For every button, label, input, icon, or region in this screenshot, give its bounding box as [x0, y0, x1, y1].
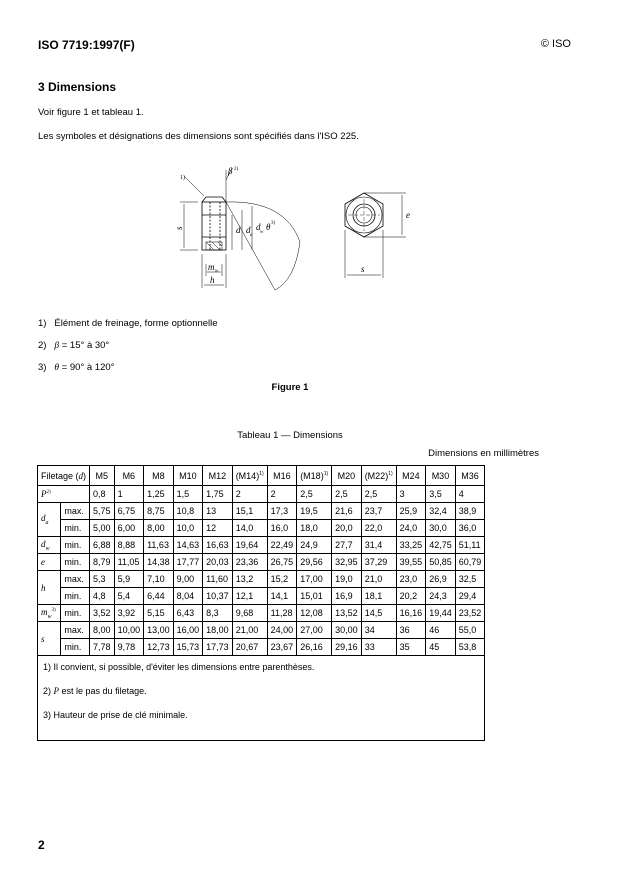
table-cell: 51,11 [455, 537, 485, 554]
table-cell: 1,25 [144, 486, 174, 503]
figure-label: w [215, 269, 219, 274]
table-cell: 11,63 [144, 537, 174, 554]
table-cell: 21,00 [232, 622, 267, 639]
table-cell: 16,0 [267, 520, 297, 537]
figure-label: s [361, 264, 365, 274]
table-cell: 12,1 [232, 588, 267, 605]
header-thread-cell: Filetage (d) [38, 466, 90, 486]
table-cell: 22,49 [267, 537, 297, 554]
table-cell: 1,5 [173, 486, 203, 503]
figure-label: 2) [234, 167, 239, 172]
table-cell: 36,0 [455, 520, 485, 537]
column-header: M5 [90, 466, 115, 486]
table-cell: 35 [396, 639, 426, 656]
table-cell: 24,0 [396, 520, 426, 537]
table-cell: 8,88 [114, 537, 144, 554]
figure-label: a [250, 233, 253, 238]
table-cell: 10,37 [203, 588, 233, 605]
table-cell: 5,75 [90, 503, 115, 520]
table-cell: 32,95 [332, 554, 362, 571]
table-cell: 7,78 [90, 639, 115, 656]
table-cell: 8,00 [90, 622, 115, 639]
table-cell: 37,29 [361, 554, 396, 571]
row-symbol: $P^{2)}$ [38, 486, 90, 503]
table-cell: 8,3 [203, 605, 233, 622]
figure-note: 1) Élément de freinage, forme optionnelle [38, 318, 218, 329]
table-row [38, 554, 485, 571]
copyright: © ISO [540, 38, 571, 50]
table-cell: 3,52 [90, 605, 115, 622]
row-qualifier: min. [61, 537, 90, 554]
table-cell: 18,00 [203, 622, 233, 639]
table-cell: 22,0 [361, 520, 396, 537]
table-cell: 3,92 [114, 605, 144, 622]
table-cell: 27,7 [332, 537, 362, 554]
table-row [38, 605, 485, 622]
table-cell: 14,5 [361, 605, 396, 622]
table-cell: 45 [426, 639, 456, 656]
table-cell: 2,5 [297, 486, 332, 503]
paragraph: Les symboles et désignations des dimensions sont spécifiés dans l'ISO 225. [38, 131, 359, 142]
column-header: M24 [396, 466, 426, 486]
column-header: M20 [332, 466, 362, 486]
section-title: 3 Dimensions [38, 80, 117, 94]
column-header: $(M22)^{1)}$ [361, 466, 396, 486]
figure-label: 1) [180, 175, 185, 181]
table-cell: 8,00 [144, 520, 174, 537]
table-cell: 10,8 [173, 503, 203, 520]
document-id: ISO 7719:1997(F) [38, 38, 135, 52]
figure-label: β [228, 166, 233, 176]
table-cell: 2,5 [361, 486, 396, 503]
table-cell: 23,52 [455, 605, 485, 622]
table-footnote: 1) Il convient, si possible, d'éviter les dimensions entre parenthèses. [43, 662, 315, 672]
figure-label: θ [266, 222, 271, 232]
table-row [38, 639, 485, 656]
table-cell: 29,4 [455, 588, 485, 605]
table-cell: 26,16 [297, 639, 332, 656]
table-cell: 17,3 [267, 503, 297, 520]
table-footnote: 3) Hauteur de prise de clé minimale. [43, 710, 188, 720]
table-cell: 14,1 [267, 588, 297, 605]
row-qualifier: min. [61, 639, 90, 656]
table-cell: 6,43 [173, 605, 203, 622]
table-cell: 13,52 [332, 605, 362, 622]
table-cell: 25,9 [396, 503, 426, 520]
table-cell: 21,0 [361, 571, 396, 588]
figure-label: m [208, 262, 215, 272]
table-cell: 17,73 [203, 639, 233, 656]
table-cell: 17,00 [297, 571, 332, 588]
table-cell: 26,75 [267, 554, 297, 571]
paragraph: Voir figure 1 et tableau 1. [38, 107, 144, 118]
table-cell: 20,67 [232, 639, 267, 656]
table-cell: 42,75 [426, 537, 456, 554]
row-symbol: $d_a$ [38, 503, 61, 537]
table-cell: 32,5 [455, 571, 485, 588]
table-footnote: 2) P est le pas du filetage. [43, 686, 147, 696]
table-cell: 12,73 [144, 639, 174, 656]
table-cell: 20,0 [332, 520, 362, 537]
dimensions-table [37, 465, 485, 741]
row-qualifier: min. [61, 605, 90, 622]
table-cell: 23,7 [361, 503, 396, 520]
table-cell: 13 [203, 503, 233, 520]
column-header: M12 [203, 466, 233, 486]
table-caption: Tableau 1 — Dimensions [237, 430, 343, 441]
table-footnotes [38, 656, 485, 741]
table-cell: 13,00 [144, 622, 174, 639]
table-cell: 14,0 [232, 520, 267, 537]
table-cell: 60,79 [455, 554, 485, 571]
table-cell: 21,6 [332, 503, 362, 520]
table-row [38, 520, 485, 537]
row-qualifier: max. [61, 503, 90, 520]
table-cell: 16,63 [203, 537, 233, 554]
table-cell: 4 [455, 486, 485, 503]
table-cell: 15,1 [232, 503, 267, 520]
column-header: $(M14)^{1)}$ [232, 466, 267, 486]
table-cell: 33 [361, 639, 396, 656]
table-cell: 34 [361, 622, 396, 639]
row-qualifier: min. [61, 588, 90, 605]
table-cell: 15,2 [267, 571, 297, 588]
table-cell: 29,56 [297, 554, 332, 571]
table-cell: 24,9 [297, 537, 332, 554]
table-cell: 18,0 [297, 520, 332, 537]
table-cell: 8,79 [90, 554, 115, 571]
table-cell: 1 [114, 486, 144, 503]
table-cell: 4,8 [90, 588, 115, 605]
table-cell: 19,64 [232, 537, 267, 554]
table-cell: 9,78 [114, 639, 144, 656]
table-row [38, 537, 485, 554]
table-cell: 5,15 [144, 605, 174, 622]
row-symbol: h [38, 571, 61, 605]
table-cell: 6,88 [90, 537, 115, 554]
table-cell: 32,4 [426, 503, 456, 520]
page-number: 2 [38, 838, 45, 852]
table-cell: 15,73 [173, 639, 203, 656]
table-cell: 55,0 [455, 622, 485, 639]
table-cell: 16,16 [396, 605, 426, 622]
table-cell: 19,5 [297, 503, 332, 520]
table-cell: 6,75 [114, 503, 144, 520]
column-header: M6 [114, 466, 144, 486]
table-cell: 20,03 [203, 554, 233, 571]
table-cell: 30,00 [332, 622, 362, 639]
table-cell: 7,10 [144, 571, 174, 588]
table-units: Dimensions en millimètres [428, 448, 539, 459]
column-header: $(M18)^{1)}$ [297, 466, 332, 486]
table-cell: 9,68 [232, 605, 267, 622]
table-cell: 53,8 [455, 639, 485, 656]
column-header: M36 [455, 466, 485, 486]
table-cell: 11,05 [114, 554, 144, 571]
table-cell: 12 [203, 520, 233, 537]
table-cell: 5,3 [90, 571, 115, 588]
column-header: M30 [426, 466, 456, 486]
table-cell: 14,63 [173, 537, 203, 554]
column-header: M16 [267, 466, 297, 486]
table-cell: 5,00 [90, 520, 115, 537]
table-cell: 6,00 [114, 520, 144, 537]
table-cell: 12,08 [297, 605, 332, 622]
table-cell: 36 [396, 622, 426, 639]
table-cell: 20,2 [396, 588, 426, 605]
table-cell: 8,75 [144, 503, 174, 520]
table-cell: 24,00 [267, 622, 297, 639]
row-qualifier: max. [61, 622, 90, 639]
table-cell: 14,38 [144, 554, 174, 571]
table-cell: 6,44 [144, 588, 174, 605]
table-row [38, 588, 485, 605]
table-cell: 19,0 [332, 571, 362, 588]
table-cell: 3 [396, 486, 426, 503]
table-cell: 23,36 [232, 554, 267, 571]
locking-collar [202, 197, 226, 202]
table-cell: 23,67 [267, 639, 297, 656]
table-cell: 50,85 [426, 554, 456, 571]
figure-label: w [260, 230, 264, 235]
table-cell: 26,9 [426, 571, 456, 588]
table-cell: 39,55 [396, 554, 426, 571]
table-cell: 11,28 [267, 605, 297, 622]
table-cell: 2 [267, 486, 297, 503]
table-cell: 30,0 [426, 520, 456, 537]
table-cell: 9,00 [173, 571, 203, 588]
table-row [38, 622, 485, 639]
column-header: M10 [173, 466, 203, 486]
table-cell: 1,75 [203, 486, 233, 503]
figure-note: 2) β = 15° à 30° [38, 340, 110, 351]
table-cell: 29,16 [332, 639, 362, 656]
figure-caption: Figure 1 [271, 382, 309, 393]
table-cell: 5,9 [114, 571, 144, 588]
row-qualifier: max. [61, 571, 90, 588]
table-cell: 17,77 [173, 554, 203, 571]
table-cell: 23,0 [396, 571, 426, 588]
table-cell: 31,4 [361, 537, 396, 554]
figure-label: 3) [271, 221, 276, 226]
row-symbol: e [38, 554, 61, 571]
table-cell: 24,3 [426, 588, 456, 605]
table-row [38, 503, 485, 520]
row-symbol: $m_w^{3)}$ [38, 605, 61, 622]
row-qualifier: min. [61, 520, 90, 537]
table-cell: 16,9 [332, 588, 362, 605]
nut-drawing [170, 160, 420, 300]
table-cell: 8,04 [173, 588, 203, 605]
figure-label: d [246, 225, 251, 235]
table-cell: 13,2 [232, 571, 267, 588]
table-cell: 33,25 [396, 537, 426, 554]
row-symbol: $d_w$ [38, 537, 61, 554]
table-cell: 10,00 [114, 622, 144, 639]
figure-label: d [256, 222, 261, 232]
table-row [38, 486, 485, 503]
table-cell: 15,01 [297, 588, 332, 605]
table-cell: 19,44 [426, 605, 456, 622]
table-cell: 27,00 [297, 622, 332, 639]
table-cell: 10,0 [173, 520, 203, 537]
table-cell: 3,5 [426, 486, 456, 503]
table-cell: 2 [232, 486, 267, 503]
figure-label: h [210, 275, 215, 285]
figure-note: 3) θ = 90° à 120° [38, 362, 115, 373]
table-cell: 0,8 [90, 486, 115, 503]
table-cell: 16,00 [173, 622, 203, 639]
table-footnotes-row [38, 656, 485, 741]
figure-label: s [174, 226, 184, 230]
table-cell: 2,5 [332, 486, 362, 503]
nut-side-body [202, 202, 226, 250]
table-cell: 46 [426, 622, 456, 639]
table-row [38, 571, 485, 588]
table-cell: 18,1 [361, 588, 396, 605]
table-cell: 11,60 [203, 571, 233, 588]
table-cell: 5,4 [114, 588, 144, 605]
row-symbol: s [38, 622, 61, 656]
figure-label: d [236, 225, 241, 235]
column-header: M8 [144, 466, 174, 486]
table-header-row [38, 466, 485, 486]
figure-label: e [406, 210, 410, 220]
table-cell: 38,9 [455, 503, 485, 520]
row-qualifier: min. [61, 554, 90, 571]
